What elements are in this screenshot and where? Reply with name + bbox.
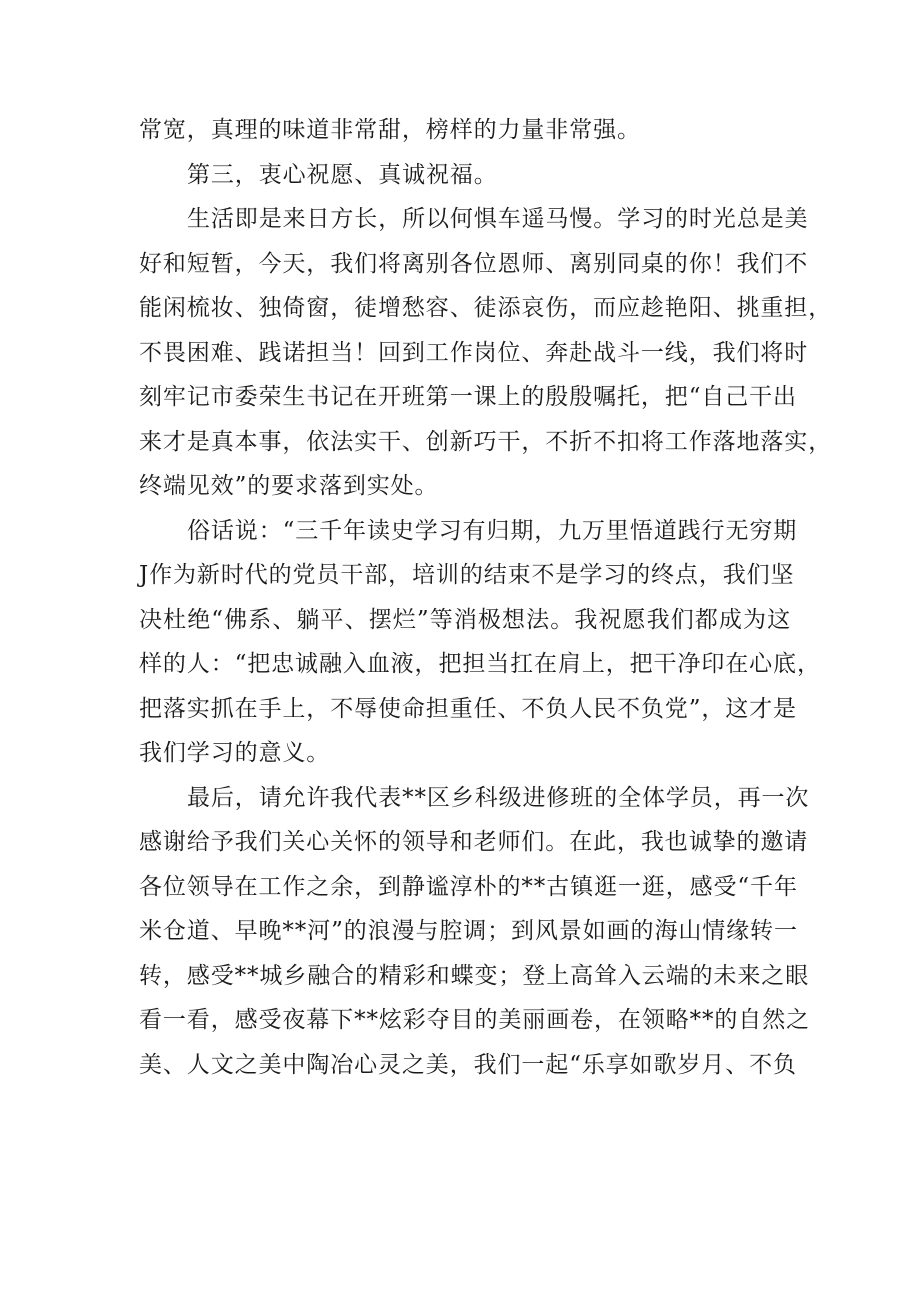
text-line: 样的人：“把忠诚融入血液，把担当扛在肩上，把干净印在心底， xyxy=(139,651,821,677)
text-line: 最后，请允许我代表**区乡科级进修班的全体学员，再一次 xyxy=(187,784,810,811)
section-heading: 第三，衷心祝愿、真诚祝福。 xyxy=(187,161,498,188)
text-line: 来才是真本事，依法实干、创新巧干，不折不扣将工作落地落实， xyxy=(139,428,833,455)
text-line: 感谢给予我们关心关怀的领导和老师们。在此，我也诚挚的邀请 xyxy=(139,829,809,855)
text-line: 米仓道、早晚**河”的浪漫与腔调；到风景如画的海山情缘转一 xyxy=(139,918,798,944)
text-line: 终端见效”的要求落到实处。 xyxy=(139,473,439,499)
document-body xyxy=(139,108,833,1087)
text-line: 能闲梳妆、独倚窗，徒增愁容、徒添哀伤，而应趁艳阳、挑重担， xyxy=(139,295,833,321)
text-line: 各位领导在工作之余，到静谧淳朴的**古镇逛一逛，感受“千年 xyxy=(139,873,798,900)
text-line: 把落实抓在手上，不辱使命担重任、不负人民不负党”，这才是 xyxy=(139,695,797,722)
text-line: 好和短暂，今天，我们将离别各位恩师、离别同桌的你！我们不 xyxy=(139,250,809,277)
text-line: 常宽，真理的味道非常甜，榜样的力量非常强。 xyxy=(139,117,641,143)
text-line: 刻牢记市委荣生书记在开班第一课上的殷殷嘱托，把“自己干出 xyxy=(139,384,797,410)
text-line: 生活即是来日方长，所以何惧车遥马慢。学习的时光总是美 xyxy=(187,206,809,232)
text-line: 俗话说：“三千年读史学习有归期，九万里悟道践行无穷期 xyxy=(187,517,798,544)
text-line: 美、人文之美中陶冶心灵之美，我们一起“乐享如歌岁月、不负 xyxy=(139,1051,797,1078)
text-line: J作为新时代的党员干部，培训的结束不是学习的终点，我们坚 xyxy=(139,562,795,588)
text-line: 决杜绝“佛系、躺平、摆烂”等消极想法。我祝愿我们都成为这 xyxy=(139,606,791,633)
text-line: 不畏困难、践诺担当！回到工作岗位、奔赴战斗一线，我们将时 xyxy=(139,339,809,366)
text-line: 看一看，感受夜幕下**炫彩夺目的美丽画卷，在领略**的自然之 xyxy=(139,1007,810,1033)
text-line: 转，感受**城乡融合的精彩和蝶变；登上高耸入云端的未来之眼 xyxy=(139,962,810,989)
text-line: 我们学习的意义。 xyxy=(139,740,331,766)
